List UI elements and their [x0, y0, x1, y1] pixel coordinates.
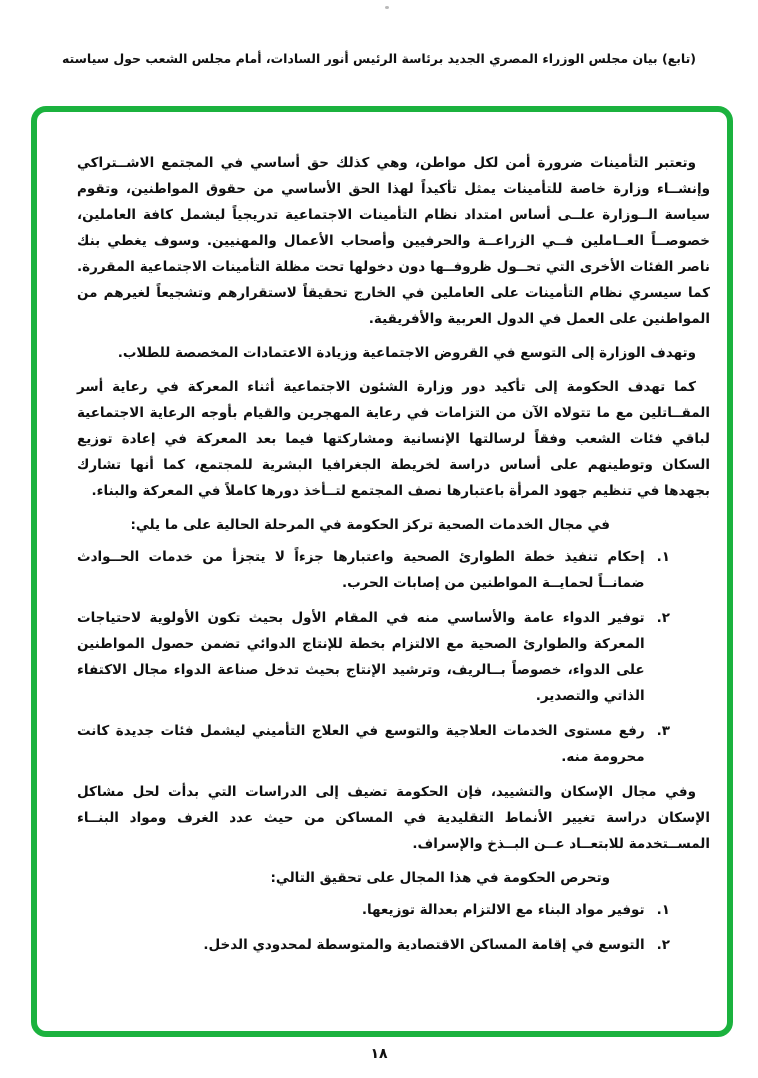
paragraph-social-affairs: كما تهدف الحكومة إلى تأكيد دور وزارة الشئون الاجتماعية أثناء المعركة في رعاية أسر المقــاتلين مع ما تتولاه الآن من التزامات في رعاية المهجرين والقيام بأوجه الرعاية الاجتماعية لباقي فئات الشعب وفقاً لرسالتها الإنسانية ومشاركتها فيما بعد المعركة في إعادة توزيع السكان وتوطينهم على أساس دراسة لخريطة الجغرافيا البشرية للمجتمع، كما أنها تشارك بجهدها في تنظيم جهود المرأة باعتبارها نصف المجتمع لتــأخذ دورها كاملاً في المعركة والبناء.	[77, 379, 710, 499]
document-header-title: (تابع) بيان مجلس الوزراء المصري الجديد برئاسة الرئيس أنور السادات، أمام مجلس الشعب حول سياسته	[61, 51, 697, 66]
scan-artifact-dot	[385, 6, 389, 9]
health-section-heading: في مجال الخدمات الصحية تركز الحكومة في المرحلة الحالية على ما يلي:	[130, 517, 610, 533]
item-number: ٣.	[656, 723, 670, 739]
housing-section-heading: وتحرص الحكومة في هذا المجال على تحقيق التالي:	[270, 870, 610, 886]
document-body	[37, 112, 727, 967]
housing-items-list	[77, 897, 710, 958]
housing-list-item-1	[77, 897, 710, 923]
health-list-item-3	[77, 718, 710, 770]
paragraph-ministry-goal: وتهدف الوزارة إلى التوسع في القروض الاجتماعية وزيادة الاعتمادات المخصصة للطلاب.	[117, 345, 696, 361]
health-list-item-1	[77, 544, 710, 596]
item-number: ٢.	[656, 610, 670, 626]
item-text: توفير مواد البناء مع الالتزام بعدالة توزيعها.	[361, 902, 645, 918]
page-number: ١٨	[370, 1046, 388, 1062]
item-text: توفير الدواء عامة والأساسي منه في المقام الأول بحيث تكون الأولوية لاحتياجات المعركة والطوارئ الصحية مع الالتزام بخطة للإنتاج الدوائي تضمن حصول المواطنين على الدواء، خصوصاً بــالريف، وترشيد الإنتاج بحيث تدخل صناعة الدواء مجال الاكتفاء الذاتي والتصدير.	[77, 610, 645, 704]
item-text: إحكام تنفيذ خطة الطوارئ الصحية واعتبارها جزءاً لا يتجزأ من خدمات الحــوادث ضمانــاً لحمايــة المواطنين من إصابات الحرب.	[77, 549, 645, 591]
item-text: التوسع في إقامة المساكن الاقتصادية والمتوسطة لمحدودي الدخل.	[203, 937, 645, 953]
health-items-list	[77, 544, 710, 770]
paragraph-housing-intro: وفي مجال الإسكان والتشييد، فإن الحكومة تضيف إلى الدراسات التي بدأت لحل مشاكل الإسكان دراسة تغيير الأنماط التقليدية في المساكن من حيث عدد الغرف ومواد البنــاء المســتخدمة للابتعــاد عــن البــذخ والإسراف.	[77, 784, 710, 852]
item-text: رفع مستوى الخدمات العلاجية والتوسع في العلاج التأميني ليشمل فئات جديدة كانت محرومة منه.	[77, 723, 645, 765]
content-border-frame	[31, 106, 733, 1037]
item-number: ١.	[656, 902, 670, 918]
health-list-item-2	[77, 605, 710, 709]
housing-list-item-2	[77, 932, 710, 958]
item-number: ٢.	[656, 937, 670, 953]
paragraph-insurance: وتعتبر التأمينات ضرورة أمن لكل مواطن، وهي كذلك حق أساسي في المجتمع الاشــتراكي وإنشــاء وزارة خاصة للتأمينات يمثل تأكيداً لهذا الحق الأساسي من حقوق المواطنين، وتقوم سياسة الــوزارة علــى أساس امتداد نظام التأمينات الاجتماعية تدريجياً ليشمل كافة العاملين، خصوصــاً العــاملين فــي الزراعــة والحرفيين وأصحاب الأعمال والمهنيين. وسوف يغطي بنك ناصر الفئات الأخرى التي تحــول ظروفــها دون دخولها تحت مظلة التأمينات الاجتماعية المقررة. كما سيسري نظام التأمينات على العاملين في الخارج تحقيقاً لاستقرارهم وتشجيعاً لغيرهم من المواطنين على العمل في الدول العربية والأفريقية.	[77, 155, 710, 327]
item-number: ١.	[656, 549, 670, 565]
